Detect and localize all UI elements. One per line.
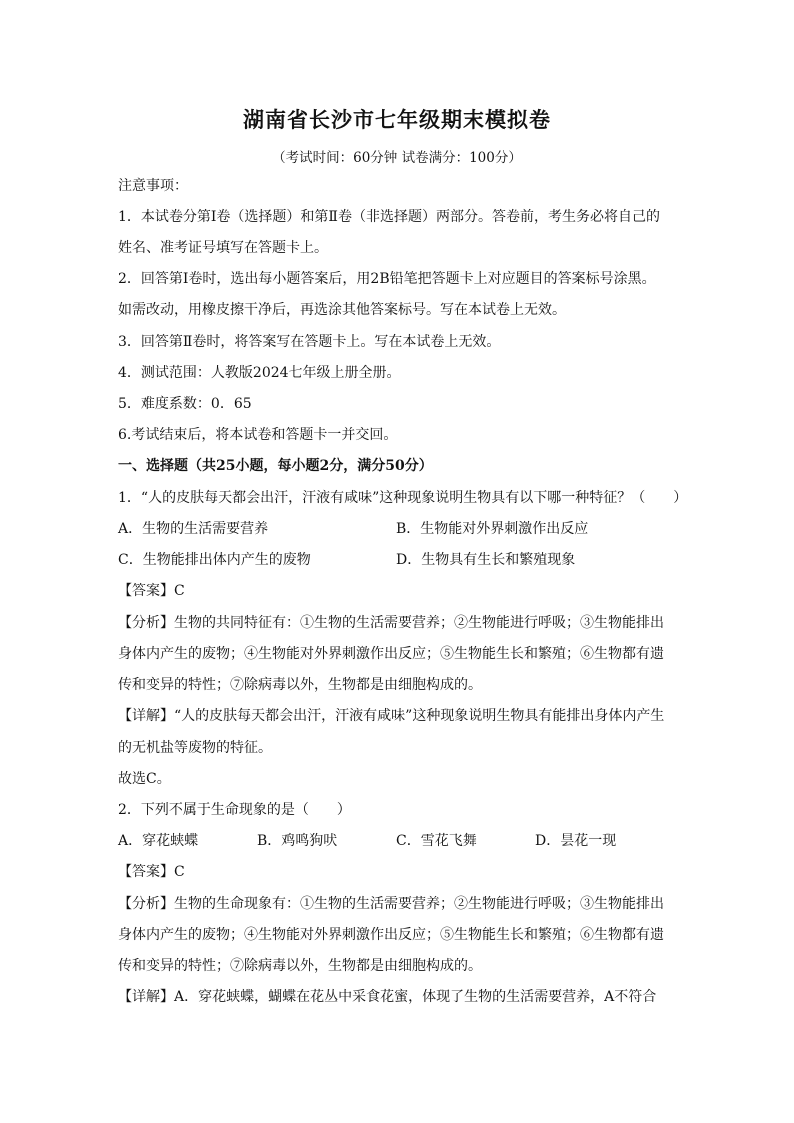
- analysis-text: 生物的共同特征有：①生物的生活需要营养；②生物能进行呼吸；③生物能排出: [174, 615, 664, 631]
- analysis-line: 身体内产生的废物；④生物能对外界刺激作出反应；⑤生物能生长和繁殖；⑥生物都有遗: [118, 927, 664, 943]
- question-stem: 1．“人的皮肤每天都会出汗，汗液有咸味”这种现象说明生物具有以下哪一种特征？（ ）: [118, 490, 688, 506]
- analysis-line: [118, 614, 664, 632]
- analysis-tag: 【分析】: [118, 615, 174, 631]
- answer-line: 【答案】C: [118, 583, 185, 599]
- notice-line: 3．回答第Ⅱ卷时，将答案写在答题卡上。写在本试卷上无效。: [118, 334, 501, 350]
- question-option: D．昙花一现: [535, 833, 617, 849]
- page-title: 湖南省长沙市七年级期末模拟卷: [243, 107, 551, 132]
- detail-line: [118, 988, 656, 1006]
- question-option: C．雪花飞舞: [396, 833, 477, 849]
- notice-line: 4．测试范围：人教版2024七年级上册全册。: [118, 365, 401, 381]
- detail-text: A．穿花蛱蝶，蝴蝶在花丛中采食花蜜，体现了生物的生活需要营养，A不符合: [174, 989, 657, 1005]
- analysis-line: 身体内产生的废物；④生物能对外界刺激作出反应；⑤生物能生长和繁殖；⑥生物都有遗: [118, 646, 664, 662]
- notice-line: 5．难度系数：0．65: [118, 396, 252, 412]
- conclusion-line: 故选C。: [118, 771, 171, 787]
- exam-subtitle: （考试时间：60分钟 试卷满分：100分）: [272, 150, 522, 166]
- notice-line: 6.考试结束后，将本试卷和答题卡一并交回。: [118, 427, 398, 443]
- notice-line: 2．回答第Ⅰ卷时，选出每小题答案后，用2B铅笔把答题卡上对应题目的答案标号涂黑。: [118, 271, 656, 287]
- detail-line: 的无机盐等废物的特征。: [118, 740, 272, 756]
- analysis-line: 传和变异的特性；⑦除病毒以外，生物都是由细胞构成的。: [118, 677, 482, 693]
- notice-line: 如需改动，用橡皮擦干净后，再选涂其他答案标号。写在本试卷上无效。: [118, 302, 566, 318]
- question-option: A．生物的生活需要营养: [118, 521, 269, 537]
- question-option: A．穿花蛱蝶: [118, 833, 199, 849]
- notice-line: 1．本试卷分第Ⅰ卷（选择题）和第Ⅱ卷（非选择题）两部分。答卷前，考生务必将自己的: [118, 209, 660, 225]
- question-option: D．生物具有生长和繁殖现象: [396, 552, 576, 568]
- analysis-text: 生物的生命现象有：①生物的生活需要营养；②生物能进行呼吸；③生物能排出: [174, 896, 664, 912]
- notice-heading: 注意事项：: [118, 178, 188, 194]
- analysis-line: 传和变异的特性；⑦除病毒以外，生物都是由细胞构成的。: [118, 958, 482, 974]
- detail-tag: 【详解】: [118, 708, 174, 724]
- question-option: C．生物能排出体内产生的废物: [118, 552, 311, 568]
- detail-tag: 【详解】: [118, 989, 174, 1005]
- notice-line: 姓名、准考证号填写在答题卡上。: [118, 240, 328, 256]
- question-stem: 2．下列不属于生命现象的是（ ）: [118, 802, 351, 818]
- analysis-line: [118, 895, 664, 913]
- question-option: B．生物能对外界刺激作出反应: [396, 521, 589, 537]
- detail-text: “人的皮肤每天都会出汗，汗液有咸味”这种现象说明生物具有能排出身体内产生: [174, 708, 665, 724]
- question-option: B．鸡鸣狗吠: [257, 833, 338, 849]
- analysis-tag: 【分析】: [118, 896, 174, 912]
- section-heading: 一、选择题（共25小题，每小题2分，满分50分）: [118, 458, 433, 474]
- detail-line: [118, 707, 664, 725]
- answer-line: 【答案】C: [118, 864, 185, 880]
